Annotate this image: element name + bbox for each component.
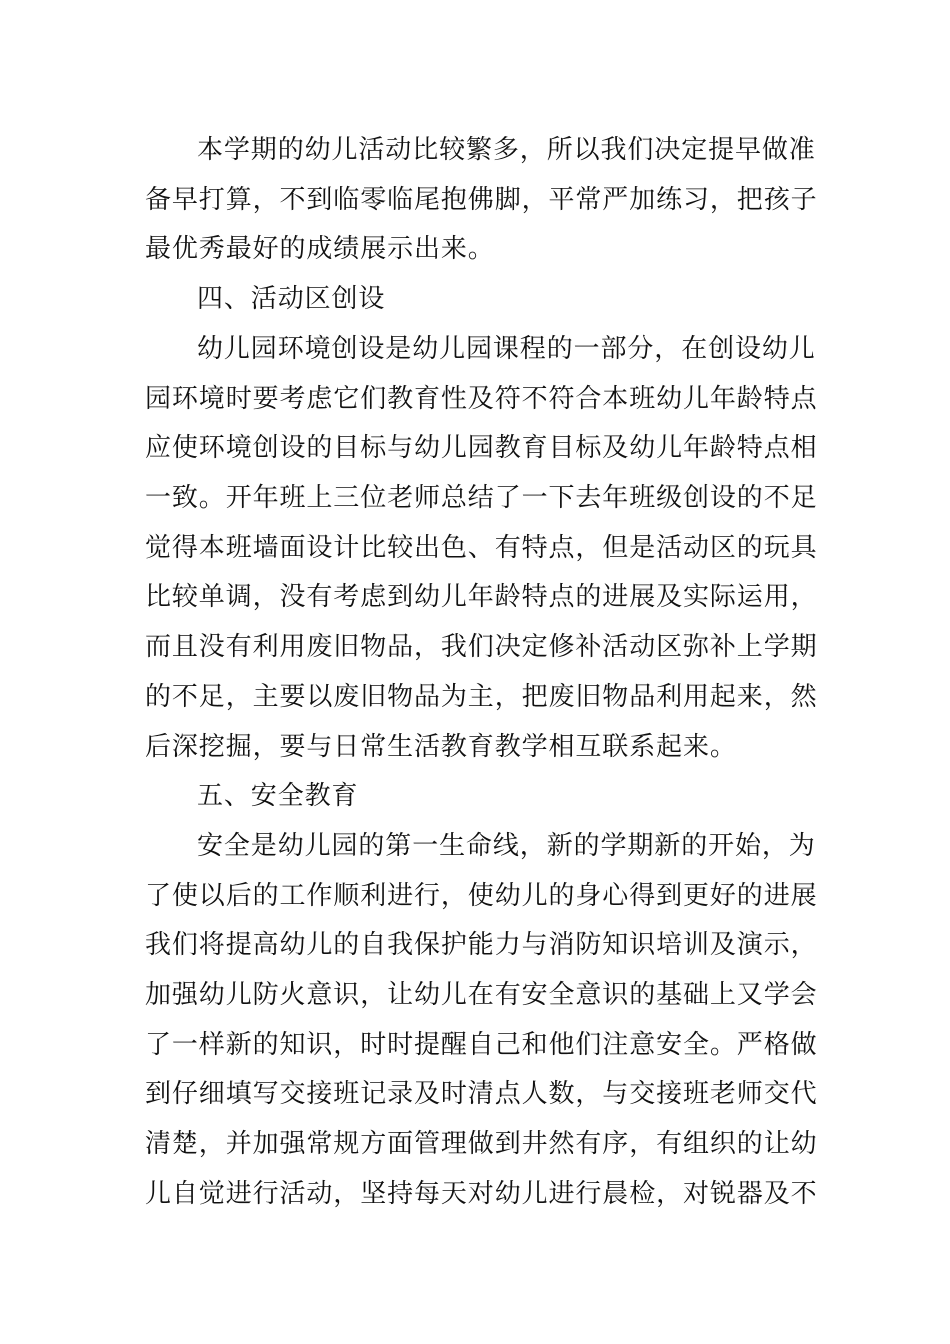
paragraph-line: 加强幼儿防火意识，让幼儿在有安全意识的基础上又学会 [145, 980, 818, 1010]
section-heading: 四、活动区创设 [197, 284, 386, 314]
paragraph-line: 了使以后的工作顺利进行，使幼儿的身心得到更好的进展 [145, 881, 818, 911]
paragraph-line: 最优秀最好的成绩展示出来。 [145, 234, 495, 264]
paragraph-line: 我们将提高幼儿的自我保护能力与消防知识培训及演示， [145, 930, 818, 960]
paragraph-line: 园环境时要考虑它们教育性及符不符合本班幼儿年龄特点 [145, 384, 818, 414]
section-heading: 五、安全教育 [197, 781, 359, 811]
paragraph-line: 觉得本班墙面设计比较出色、有特点，但是活动区的玩具 [145, 533, 818, 563]
paragraph-line: 清楚，并加强常规方面管理做到井然有序，有组织的让幼 [145, 1129, 818, 1159]
paragraph-line: 后深挖掘，要与日常生活教育教学相互联系起来。 [145, 732, 737, 762]
paragraph-line: 到仔细填写交接班记录及时清点人数，与交接班老师交代 [145, 1079, 818, 1109]
paragraph-line: 安全是幼儿园的第一生命线，新的学期新的开始，为 [197, 831, 816, 861]
paragraph-line: 的不足，主要以废旧物品为主，把废旧物品利用起来，然 [145, 682, 818, 712]
paragraph-line: 应使环境创设的目标与幼儿园教育目标及幼儿年龄特点相 [145, 433, 818, 463]
paragraph-line: 一致。开年班上三位老师总结了一下去年班级创设的不足 [145, 483, 818, 513]
paragraph-line: 幼儿园环境创设是幼儿园课程的一部分，在创设幼儿 [197, 334, 816, 364]
paragraph-line: 本学期的幼儿活动比较繁多，所以我们决定提早做准 [197, 135, 816, 165]
paragraph-line: 备早打算，不到临零临尾抱佛脚，平常严加练习，把孩子 [145, 185, 818, 215]
paragraph-line: 而且没有利用废旧物品，我们决定修补活动区弥补上学期 [145, 632, 818, 662]
paragraph-line: 儿自觉进行活动，坚持每天对幼儿进行晨检，对锐器及不 [145, 1179, 818, 1209]
paragraph-line: 了一样新的知识，时时提醒自己和他们注意安全。严格做 [145, 1030, 818, 1060]
paragraph-line: 比较单调，没有考虑到幼儿年龄特点的进展及实际运用， [145, 582, 818, 612]
